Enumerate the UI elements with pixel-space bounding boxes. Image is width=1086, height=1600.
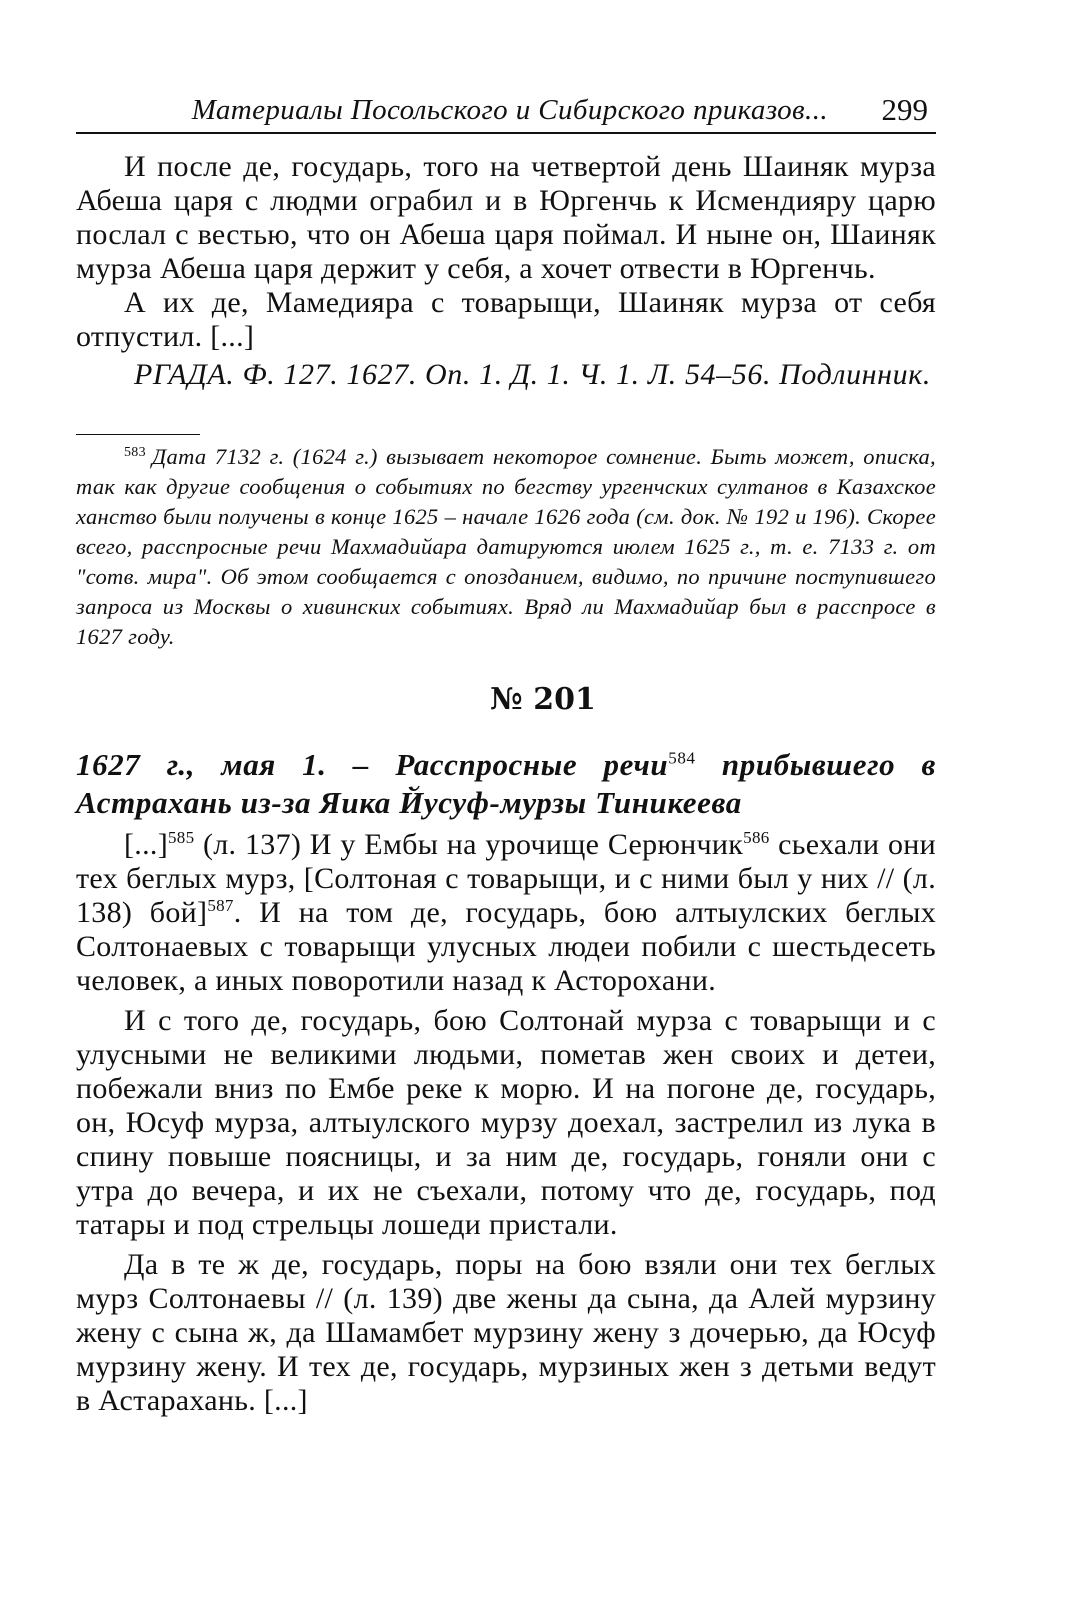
- page-number: 299: [881, 92, 928, 127]
- document-title-block: [76, 746, 936, 822]
- footnote-ref: 584: [668, 748, 696, 768]
- running-title: Материалы Посольского и Сибирского приказов...: [191, 94, 828, 126]
- paragraph: А их де, Мамедияра с товарыщи, Шаиняк мурза от себя отпустил. [...]: [76, 286, 936, 353]
- paragraph: И с того де, государь, бою Солтонай мурза с товарыщи и с улусными не великими людьми, пометав жен своих и детеи, побежали вниз по Ембе реке к морю. И на погоне де, государь, он, Юсуф мурза, алтыулского мурзу доехал, застрелил из лука в спину повыше поясницы, и за ним де, государь, гоняли они с утра до вечера, и их не съехали, потому что де, государь, под татары и под стрельцы лошеди пристали.: [76, 1004, 936, 1241]
- page-header: [76, 86, 936, 134]
- footnote-number: 583: [124, 444, 146, 460]
- previous-document-ending: [76, 150, 936, 392]
- paragraph: Да в те ж де, государь, поры на бою взяли они тех беглых мурз Солтонаевы // (л. 139) две жены да сына, да Алей мурзину жену с сына ж, да Шамамбет мурзину жену з дочерью, да Юсуф мурзину жену. И тех де, государь, мурзиных жен з детьми ведут в Астарахань. [...]: [76, 1248, 936, 1417]
- footnote-ref: 586: [743, 828, 770, 847]
- footnote: [76, 442, 936, 652]
- footnote-text: Дата 7132 г. (1624 г.) вызывает некоторое сомнение. Быть может, описка, так как другие сообщения о событиях по бегству ургенчских султанов в Казахское ханство были получены в конце 1625 – начале 1626 года (см. док. № 192 и 196). Скорее всего, расспросные речи Махмадийара датируются июлем 1625 г., т. е. 7133 г. от "сотв. мира". Об этом сообщается с опозданием, видимо, по причине поступившего запроса из Москвы о хивинских событиях. Вряд ли Махмадийар был в расспросе в 1627 году.: [76, 444, 936, 649]
- paragraph: И после де, государь, того на четвертой день Шаиняк мурза Абеша царя с людми ограбил и в Юргенчь к Исмендияру царю послал с вестью, что он Абеша царя поймал. И ныне он, Шаиняк мурза Абеша царя держит у себя, а хочет отвести в Юргенчь.: [76, 150, 936, 285]
- document-number: № 201: [490, 682, 596, 717]
- paragraph: [...]$^{585}$ (л. 137) И у Ембы на урочище Серюнчик$^{586}$ сьехали они тех беглых мурз, [Солтоная с товарыщи, и с ними был у них // (л. 138) бой]$^{587}$. И на том де, государь, бою алтыулских беглых Солтонаевых с товарыщи улусных людеи побили с шестьдесеть человек, а иных поворотили назад к Асторохани.: [76, 828, 936, 997]
- archival-source: РГАДА. Ф. 127. 1627. Оп. 1. Д. 1. Ч. 1. Л. 54–56. Подлинник.: [134, 358, 931, 391]
- document-body: [76, 828, 936, 1418]
- footnote-ref: 587: [207, 896, 234, 915]
- document-title: 1627 г., мая 1. – Расспросные речи$^{584}$ прибывшего в Астрахань из-за Яика Йусуф-мурзы Тиникеева: [76, 747, 936, 820]
- footnote-ref: 585: [167, 828, 195, 847]
- footnote-rule: [76, 434, 200, 435]
- header-rule: [76, 132, 936, 134]
